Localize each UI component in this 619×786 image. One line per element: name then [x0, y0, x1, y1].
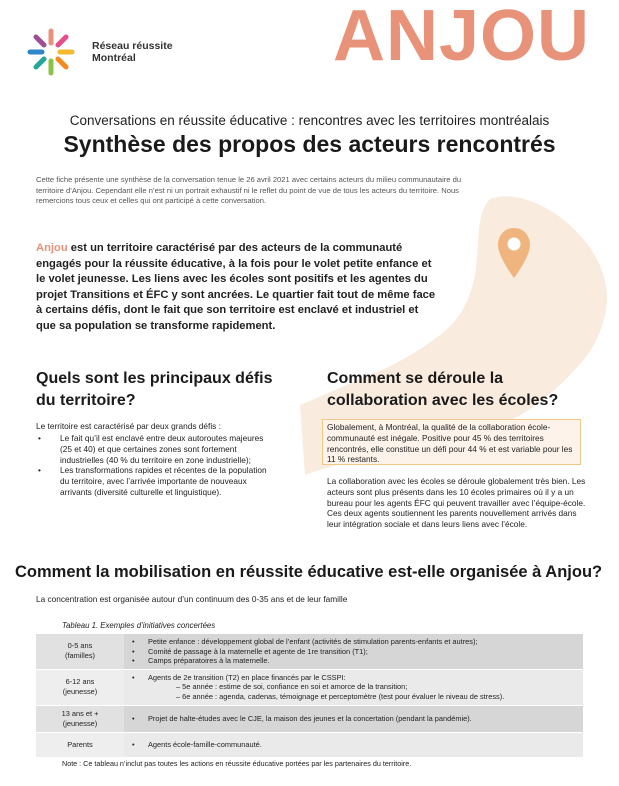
age-cell — [36, 732, 124, 757]
list-subitem: – 6e année : agenda, cadenas, témoignage et perceptomètre (test pour évaluer le niveau de stress). — [176, 691, 505, 701]
org-name-line2: Montréal — [92, 52, 136, 64]
age-cell — [36, 634, 124, 669]
table-note: Note : Ce tableau n’inclut pas toutes les actions en réussite éducative portées par les partenaires du territoire. — [62, 759, 412, 768]
age-label: Parents — [67, 739, 93, 749]
concertation-text: La concentration est organisée autour d’un continuum des 0-35 ans et de leur famille — [36, 594, 348, 604]
page-title: Synthèse des propos des acteurs rencontrés — [63, 131, 556, 157]
table-row — [36, 634, 583, 669]
age-cell — [36, 669, 124, 705]
defis-item: • Le fait qu’il est enclavé entre deux autoroutes majeures (25 et 40) et que certaines zones sont fortement industrielles (40 % du territoire en zone industrielle); — [46, 433, 271, 465]
lead-paragraph — [36, 241, 436, 334]
initiatives-cell — [124, 669, 583, 705]
initiatives-cell — [124, 732, 583, 757]
list-item: • Petite enfance : développement global de l’enfant (activités de stimulation parents-enfants et autres); — [130, 637, 577, 647]
collaboration-paragraph: La collaboration avec les écoles se déroule globalement très bien. Les acteurs sont plus présents dans les 10 écoles primaires où il y a un bureau pour les agents ÉFC qui peuvent travailler avec l’équipe-école. Ces deux agents soutiennent les parents nouvellement arrivés dans leur intégration sociale et dans leurs liens avec l’école. — [327, 476, 586, 530]
reseau-reussite-logo-icon — [26, 27, 76, 77]
initiatives-cell — [124, 634, 583, 669]
age-label: 0-5 ans — [67, 641, 93, 651]
collaboration-highlight-box: Globalement, à Montréal, la qualité de la collaboration école-communauté est inégale. Positive pour 45 % des territoires rencontrés, elle constitue un défi pour 44 % et est variable pour les 11 % restants. — [322, 419, 581, 465]
initiatives-cell — [124, 705, 583, 732]
intro-paragraph: Cette fiche présente une synthèse de la conversation tenue le 26 avril 2021 avec certains acteurs du milieu communautaire du territoire d’Anjou. Cependant elle n’est ni un portrait exhaustif ni le reflet du point de vue de tous les acteurs du territoire. Nous remercions tous ceux et celles qui ont participé à cette conversation. — [36, 175, 462, 205]
age-sublabel: (jeunesse) — [62, 718, 98, 728]
list-subitem: – 5e année : estime de soi, confiance en soi et amorce de la transition; — [176, 682, 408, 692]
age-label: 6-12 ans — [65, 677, 95, 687]
defis-heading: Quels sont les principaux défis du territoire? — [36, 370, 273, 409]
list-item: • Camps préparatoires à la maternelle. — [130, 656, 577, 666]
list-item: • Comité de passage à la maternelle et agente de 1re transition (T1); — [130, 647, 577, 657]
org-name-line1: Réseau réussite — [92, 40, 173, 52]
table-caption: Tableau 1. Exemples d’initiatives concertées — [62, 621, 216, 630]
list-item: • Agents école-famille-communauté. — [130, 740, 577, 750]
territory-title: ANJOU — [333, 0, 591, 76]
age-sublabel: (familles) — [65, 651, 95, 661]
defis-intro: Le territoire est caractérisé par deux grands défis : — [36, 421, 221, 431]
age-sublabel: (jeunesse) — [62, 687, 98, 697]
table-row — [36, 705, 583, 732]
org-name — [92, 40, 173, 64]
page-subtitle: Conversations en réussite éducative : rencontres avec les territoires montréalais — [69, 113, 550, 128]
collaboration-heading: Comment se déroule la collaboration avec les écoles? — [327, 370, 559, 409]
lead-highlight: Anjou — [36, 242, 68, 254]
age-cell — [36, 705, 124, 732]
defis-list — [36, 433, 271, 498]
initiatives-table — [36, 634, 583, 758]
list-item: • Projet de halte-études avec le CJE, la maison des jeunes et la concertation (pendant la pandémie). — [130, 714, 577, 724]
mobilisation-heading: Comment la mobilisation en réussite éducative est-elle organisée à Anjou? — [15, 563, 603, 581]
list-item: • Agents de 2e transition (T2) en place financés par le CSSPI: — [130, 673, 577, 683]
table-row — [36, 669, 583, 705]
age-label: 13 ans et + — [61, 708, 99, 718]
location-pin-icon — [496, 226, 532, 280]
table-row — [36, 732, 583, 757]
lead-text: est un territoire caractérisé par des acteurs de la communauté engagés pour la réussite éducative, à la fois pour le volet petite enfance et le volet jeunesse. Les liens avec les écoles sont positifs et les agentes du projet Transitions et ÉFC y sont ancrées. Le quartier fait tout de même face à certains défis, dont le fait que son territoire est enclavé et industriel et que sa population se transforme rapidement. — [36, 242, 436, 332]
defis-item: • Les transformations rapides et récentes de la population du territoire, avec l’arrivée importante de nouveaux arrivants (diversité culturelle et linguistique). — [46, 465, 271, 497]
